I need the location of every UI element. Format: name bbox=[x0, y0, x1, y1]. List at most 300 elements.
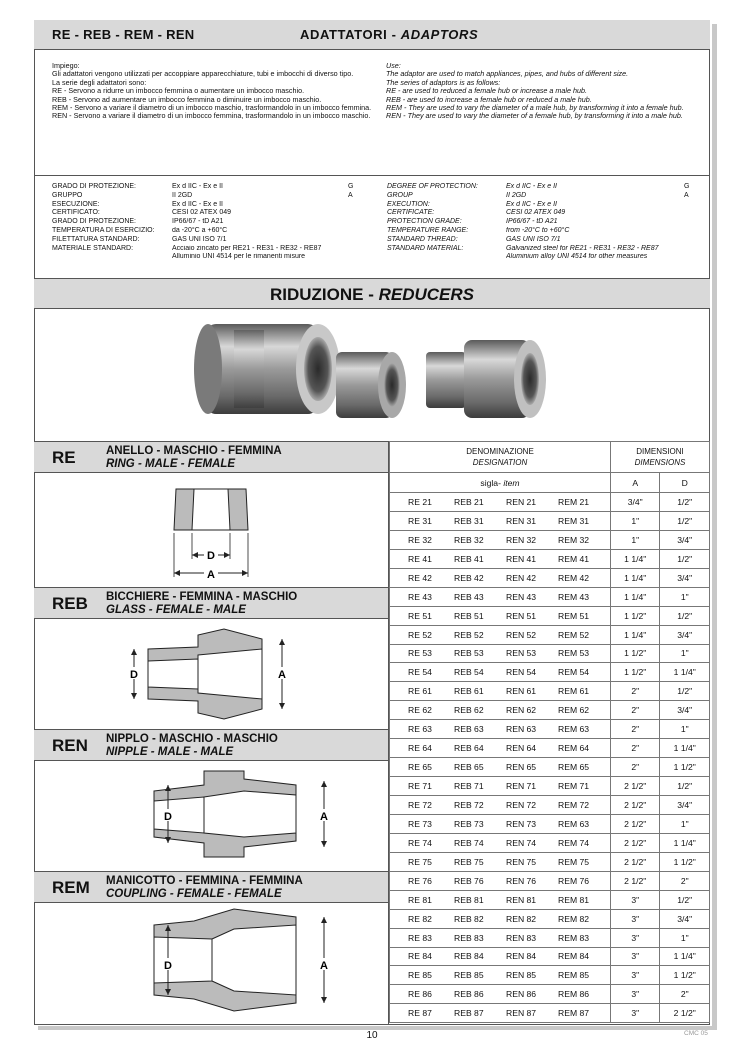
designation-cell bbox=[390, 663, 611, 682]
separator bbox=[34, 175, 710, 176]
spec-it-k: TEMPERATURA DI ESERCIZIO: bbox=[52, 226, 155, 234]
table-row bbox=[390, 568, 710, 587]
spec-en-v: Ex d IIC - Ex e II bbox=[506, 183, 557, 190]
table-row bbox=[390, 644, 710, 663]
usage-it-line: La serie degli adattatori sono: bbox=[52, 77, 147, 87]
designation-header-en: DESIGNATION bbox=[472, 458, 528, 467]
code-re: RE 85 bbox=[408, 970, 432, 981]
designation-cell bbox=[390, 739, 611, 758]
footer-code: CMC 05 bbox=[684, 1030, 708, 1037]
code-re: RE 43 bbox=[408, 591, 432, 602]
code-reb: REB 64 bbox=[454, 743, 484, 754]
table-row bbox=[390, 549, 710, 568]
code-reb: REB 53 bbox=[454, 648, 484, 659]
code-rem: REM 62 bbox=[558, 705, 590, 716]
dim-d-cell: 3/4" bbox=[660, 701, 710, 720]
code-rem: REM 43 bbox=[558, 591, 590, 602]
code-rem: REM 76 bbox=[558, 875, 590, 886]
code-re: RE 31 bbox=[408, 515, 432, 526]
table-row bbox=[390, 928, 710, 947]
dim-d-cell: 1/2" bbox=[660, 777, 710, 796]
code-reb: REB 73 bbox=[454, 818, 484, 829]
spec-en-g: A bbox=[684, 191, 689, 199]
code-ren: REN 54 bbox=[506, 667, 537, 678]
page-number: 10 bbox=[366, 1030, 378, 1041]
dim-d-cell: 3/4" bbox=[660, 796, 710, 815]
dim-a-cell: 3/4" bbox=[611, 493, 660, 512]
spec-en-k: TEMPERATURE RANGE: bbox=[387, 226, 469, 234]
usage-it-line: REB - Servono ad aumentare un imbocco femmina o diminuire un imbocco maschio. bbox=[52, 94, 322, 104]
code-ren: REN 64 bbox=[506, 743, 537, 754]
spec-it-v: CESI 02 ATEX 049 bbox=[172, 209, 232, 217]
dim-a-cell: 1 1/4" bbox=[611, 625, 660, 644]
usage-en bbox=[386, 62, 704, 121]
spec-en-values bbox=[506, 183, 678, 262]
code-ren: REN 62 bbox=[506, 705, 537, 716]
code-ren: REN 83 bbox=[506, 932, 537, 943]
code-reb: REB 51 bbox=[454, 610, 484, 621]
table-row bbox=[390, 625, 710, 644]
spec-it-v: Ex d IIC - Ex e II bbox=[172, 183, 223, 190]
code-re: RE 63 bbox=[408, 724, 432, 735]
code-reb: REB 42 bbox=[454, 572, 484, 583]
reducers-title-band bbox=[34, 278, 710, 309]
dim-a-cell: 1 1/2" bbox=[611, 644, 660, 663]
designation-cell bbox=[390, 985, 611, 1004]
designation-cell bbox=[390, 682, 611, 701]
spec-en-v: Ex d IIC - Ex e II bbox=[506, 200, 557, 208]
code-rem: REM 63 bbox=[558, 818, 590, 829]
code-rem: REM 32 bbox=[558, 534, 590, 545]
header-codes: RE - REB - REM - REN bbox=[52, 27, 195, 42]
designation-cell bbox=[390, 758, 611, 777]
dim-a-cell: 1 1/2" bbox=[611, 606, 660, 625]
dim-d-cell: 2" bbox=[660, 985, 710, 1004]
code-rem: REM 71 bbox=[558, 781, 590, 792]
code-re: RE 65 bbox=[408, 762, 432, 773]
code-ren: REN 31 bbox=[506, 515, 537, 526]
drawing-reb-a-label: A bbox=[278, 669, 286, 681]
code-re: RE 54 bbox=[408, 667, 432, 678]
dim-d-cell: 2" bbox=[660, 871, 710, 890]
designation-cell bbox=[390, 587, 611, 606]
usage-en-line: REB - are used to increase a female hub or reduced a male hub. bbox=[386, 94, 592, 104]
code-reb: REB 85 bbox=[454, 970, 484, 981]
dim-a-cell: 1 1/4" bbox=[611, 568, 660, 587]
section-reb-header bbox=[34, 587, 388, 619]
nipple-photo bbox=[426, 340, 546, 418]
code-rem: REM 42 bbox=[558, 572, 590, 583]
dim-a-cell: 1 1/2" bbox=[611, 663, 660, 682]
code-reb: REB 43 bbox=[454, 591, 484, 602]
code-ren: REN 74 bbox=[506, 837, 537, 848]
code-reb: REB 52 bbox=[454, 629, 484, 640]
code-rem: REM 41 bbox=[558, 553, 590, 564]
dim-d-cell: 1" bbox=[660, 644, 710, 663]
code-re: RE 53 bbox=[408, 648, 432, 659]
usage-it bbox=[52, 62, 372, 121]
code-rem: REM 84 bbox=[558, 951, 590, 962]
reducers-title-it: RIDUZIONE bbox=[269, 285, 364, 304]
dimensions-header-en: DIMENSIONS bbox=[634, 458, 686, 467]
spec-en-v: II 2GD bbox=[506, 191, 527, 199]
spec-en-v: GAS UNI ISO 7/1 bbox=[506, 235, 561, 243]
designation-cell bbox=[390, 568, 611, 587]
code-ren: REN 65 bbox=[506, 762, 537, 773]
designation-cell bbox=[390, 928, 611, 947]
code-re: RE 84 bbox=[408, 951, 432, 962]
dim-a-cell: 3" bbox=[611, 928, 660, 947]
spec-en-k: GROUP bbox=[387, 191, 413, 199]
dim-d-cell: 1/2" bbox=[660, 682, 710, 701]
code-rem: REM 87 bbox=[558, 1008, 590, 1019]
code-ren: REN 85 bbox=[506, 970, 537, 981]
designation-cell bbox=[390, 947, 611, 966]
drawing-ren bbox=[34, 761, 388, 871]
code-ren: REN 73 bbox=[506, 818, 537, 829]
code-reb: REB 21 bbox=[454, 496, 484, 507]
usage-it-line: REM - Servono a variare il diametro di un imbocco maschio, trasformandolo in un imbocco femmina. bbox=[52, 103, 372, 113]
dimensions-header-it: DIMENSIONI bbox=[636, 447, 684, 456]
designation-cell bbox=[390, 493, 611, 512]
code-rem: REM 82 bbox=[558, 913, 590, 924]
drawing-re-d-label: D bbox=[207, 550, 215, 562]
code-ren: REN 72 bbox=[506, 799, 537, 810]
code-reb: REB 41 bbox=[454, 553, 484, 564]
section-reb-it: BICCHIERE - FEMMINA - MASCHIO bbox=[106, 591, 298, 603]
col-a-header: A bbox=[611, 473, 660, 493]
table-row bbox=[390, 720, 710, 739]
code-rem: REM 21 bbox=[558, 496, 590, 507]
designation-cell bbox=[390, 871, 611, 890]
table-row bbox=[390, 947, 710, 966]
coupling-photo bbox=[194, 324, 340, 414]
code-re: RE 21 bbox=[408, 496, 432, 507]
dim-d-cell: 1 1/2" bbox=[660, 966, 710, 985]
code-rem: REM 72 bbox=[558, 799, 590, 810]
dim-d-cell: 1" bbox=[660, 587, 710, 606]
table-row bbox=[390, 852, 710, 871]
code-rem: REM 65 bbox=[558, 762, 590, 773]
designation-cell bbox=[390, 814, 611, 833]
code-ren: REN 82 bbox=[506, 913, 537, 924]
table-row bbox=[390, 871, 710, 890]
table-row bbox=[390, 796, 710, 815]
code-re: RE 62 bbox=[408, 705, 432, 716]
header-title-it: ADATTATORI bbox=[300, 27, 388, 42]
dim-d-cell: 1 1/4" bbox=[660, 663, 710, 682]
dim-d-cell: 1/2" bbox=[660, 890, 710, 909]
spec-en-k: DEGREE OF PROTECTION: bbox=[387, 183, 478, 190]
spec-it-v: Ex d IIC - Ex e II bbox=[172, 200, 223, 208]
dim-d-cell: 3/4" bbox=[660, 909, 710, 928]
dim-d-cell: 1/2" bbox=[660, 606, 710, 625]
designation-cell bbox=[390, 796, 611, 815]
code-re: RE 83 bbox=[408, 932, 432, 943]
dim-d-cell: 1/2" bbox=[660, 493, 710, 512]
spec-it-k: GRUPPO bbox=[52, 191, 83, 199]
spec-en-g: G bbox=[684, 183, 690, 190]
code-re: RE 82 bbox=[408, 913, 432, 924]
dim-d-cell: 1 1/4" bbox=[660, 833, 710, 852]
dim-d-cell: 1 1/2" bbox=[660, 758, 710, 777]
code-re: RE 76 bbox=[408, 875, 432, 886]
designation-cell bbox=[390, 1004, 611, 1023]
spec-en-k: EXECUTION: bbox=[387, 200, 430, 208]
designation-cell bbox=[390, 966, 611, 985]
usage-en-line: The series of adaptors is as follows: bbox=[386, 77, 501, 87]
table-row bbox=[390, 701, 710, 720]
section-re-header bbox=[34, 441, 388, 473]
section-reb-en: GLASS - FEMALE - MALE bbox=[106, 604, 246, 616]
code-reb: REB 62 bbox=[454, 705, 484, 716]
spec-it-v: Acciaio zincato per RE21 - RE31 - RE32 - RE87 bbox=[172, 244, 322, 252]
spec-it-k: CERTIFICATO: bbox=[52, 209, 100, 217]
code-re: RE 52 bbox=[408, 629, 432, 640]
table-row bbox=[390, 777, 710, 796]
reducers-title-en: REDUCERS bbox=[378, 285, 474, 304]
spec-en-v: from -20°C to +60°C bbox=[506, 226, 570, 234]
dim-a-cell: 2 1/2" bbox=[611, 871, 660, 890]
reducers-title-sep: - bbox=[363, 285, 379, 304]
usage-en-line: RE - are used to reduced a female hub or increase a male hub. bbox=[386, 86, 587, 96]
designation-cell bbox=[390, 625, 611, 644]
spec-en-keys bbox=[387, 183, 505, 253]
code-rem: REM 53 bbox=[558, 648, 590, 659]
code-reb: REB 61 bbox=[454, 686, 484, 697]
code-rem: REM 51 bbox=[558, 610, 590, 621]
code-ren: REN 75 bbox=[506, 856, 537, 867]
code-ren: REN 61 bbox=[506, 686, 537, 697]
spec-it-values bbox=[172, 183, 340, 262]
code-re: RE 61 bbox=[408, 686, 432, 697]
table-header-row bbox=[390, 442, 710, 473]
section-re-en: RING - MALE - FEMALE bbox=[106, 458, 236, 470]
spec-it-v: IP66/67 - tD A21 bbox=[172, 218, 224, 226]
designation-cell bbox=[390, 833, 611, 852]
drawing-ren-a-label: A bbox=[320, 811, 328, 823]
code-rem: REM 83 bbox=[558, 932, 590, 943]
code-re: RE 42 bbox=[408, 572, 432, 583]
code-rem: REM 75 bbox=[558, 856, 590, 867]
code-reb: REB 81 bbox=[454, 894, 484, 905]
spec-en-v: Aluminium alloy UNI 4514 for other measures bbox=[506, 253, 648, 261]
table-row bbox=[390, 530, 710, 549]
dim-d-cell: 1/2" bbox=[660, 511, 710, 530]
dim-a-cell: 3" bbox=[611, 1004, 660, 1023]
designation-header-it: DENOMINAZIONE bbox=[466, 447, 534, 456]
usage-it-line: RE - Servono a ridurre un imbocco femmina o aumentare un imbocco maschio. bbox=[52, 86, 305, 96]
designation-cell bbox=[390, 852, 611, 871]
spec-it-k: GRADO DI PROTEZIONE: bbox=[52, 218, 137, 226]
section-reb-code: REB bbox=[52, 594, 88, 613]
dim-a-cell: 3" bbox=[611, 890, 660, 909]
code-re: RE 41 bbox=[408, 553, 432, 564]
dim-d-cell: 1 1/2" bbox=[660, 852, 710, 871]
code-re: RE 71 bbox=[408, 781, 432, 792]
spec-en-k: STANDARD MATERIAL: bbox=[387, 244, 464, 252]
spec-it-v: da -20°C a +60°C bbox=[172, 226, 228, 234]
spec-it-v: Alluminio UNI 4514 per le rimanenti misure bbox=[172, 253, 306, 261]
code-rem: REM 52 bbox=[558, 629, 590, 640]
designation-cell bbox=[390, 644, 611, 663]
dim-a-cell: 1" bbox=[611, 530, 660, 549]
code-re: RE 87 bbox=[408, 1008, 432, 1019]
dimensions-table bbox=[389, 441, 710, 1023]
drawing-reb-d-label: D bbox=[130, 669, 138, 681]
table-row bbox=[390, 606, 710, 625]
code-reb: REB 32 bbox=[454, 534, 484, 545]
header-title-sep: - bbox=[387, 27, 401, 42]
code-ren: REN 86 bbox=[506, 989, 537, 1000]
usage-en-line: REN - They are used to vary the diameter of a female hub, by transforming it into a male hub. bbox=[386, 111, 683, 121]
table-row bbox=[390, 909, 710, 928]
dim-a-cell: 2 1/2" bbox=[611, 833, 660, 852]
section-rem-code: REM bbox=[52, 878, 90, 897]
drawing-ren-d-label: D bbox=[164, 811, 172, 823]
table-row bbox=[390, 985, 710, 1004]
spec-it-k: GRADO DI PROTEZIONE: bbox=[52, 183, 137, 190]
dim-d-cell: 1 1/4" bbox=[660, 739, 710, 758]
code-reb: REB 72 bbox=[454, 799, 484, 810]
dim-a-cell: 2 1/2" bbox=[611, 796, 660, 815]
table-row bbox=[390, 1004, 710, 1023]
code-rem: REM 81 bbox=[558, 894, 590, 905]
section-rem-en: COUPLING - FEMALE - FEMALE bbox=[106, 888, 282, 900]
code-reb: REB 31 bbox=[454, 515, 484, 526]
table-row bbox=[390, 663, 710, 682]
dim-d-cell: 3/4" bbox=[660, 625, 710, 644]
code-re: RE 75 bbox=[408, 856, 432, 867]
drawing-rem-a-label: A bbox=[320, 960, 328, 972]
code-ren: REN 63 bbox=[506, 724, 537, 735]
dim-a-cell: 2" bbox=[611, 758, 660, 777]
spec-en-v: IP66/67 - tD A21 bbox=[506, 218, 558, 226]
code-ren: REN 41 bbox=[506, 553, 537, 564]
code-reb: REB 87 bbox=[454, 1008, 484, 1019]
designation-cell bbox=[390, 777, 611, 796]
product-photo bbox=[34, 310, 710, 441]
spec-it-k: FILETTATURA STANDARD: bbox=[52, 235, 140, 243]
spec-it-k: MATERIALE STANDARD: bbox=[52, 244, 134, 252]
code-re: RE 73 bbox=[408, 818, 432, 829]
dim-a-cell: 1 1/4" bbox=[611, 549, 660, 568]
code-rem: REM 61 bbox=[558, 686, 590, 697]
dim-a-cell: 1 1/4" bbox=[611, 587, 660, 606]
table-row bbox=[390, 682, 710, 701]
code-ren: REN 32 bbox=[506, 534, 537, 545]
designation-cell bbox=[390, 890, 611, 909]
spec-en-k: PROTECTION GRADE: bbox=[387, 218, 462, 226]
table-row bbox=[390, 966, 710, 985]
code-ren: REN 87 bbox=[506, 1008, 537, 1019]
section-rem-header bbox=[34, 871, 388, 903]
sigla-header: sigla- item bbox=[390, 473, 611, 493]
dim-d-cell: 1" bbox=[660, 928, 710, 947]
designation-cell bbox=[390, 720, 611, 739]
designation-cell bbox=[390, 511, 611, 530]
sigla-header-en: item bbox=[503, 477, 520, 488]
spec-it-keys bbox=[52, 183, 170, 253]
table-row bbox=[390, 758, 710, 777]
code-reb: REB 86 bbox=[454, 989, 484, 1000]
header-title-en: ADAPTORS bbox=[400, 27, 479, 42]
table-subheader-row bbox=[390, 473, 710, 493]
dim-d-cell: 3/4" bbox=[660, 568, 710, 587]
dim-a-cell: 2 1/2" bbox=[611, 852, 660, 871]
usage-it-line: REN - Servono a variare il diametro di un imbocco femmina, trasformandolo in un imbocco maschio. bbox=[52, 111, 371, 121]
section-ren-code: REN bbox=[52, 736, 88, 755]
code-ren: REN 52 bbox=[506, 629, 537, 640]
usage-it-line: Impiego: bbox=[52, 61, 80, 70]
code-ren: REN 76 bbox=[506, 875, 537, 886]
designation-cell bbox=[390, 701, 611, 720]
designation-cell bbox=[390, 530, 611, 549]
code-reb: REB 84 bbox=[454, 951, 484, 962]
drawing-re bbox=[34, 473, 388, 587]
drawing-rem bbox=[34, 903, 388, 1023]
code-ren: REN 43 bbox=[506, 591, 537, 602]
code-re: RE 64 bbox=[408, 743, 432, 754]
spec-en-k: CERTIFICATE: bbox=[387, 209, 435, 217]
spec-it-g: A bbox=[348, 191, 353, 199]
spec-it-k: ESECUZIONE: bbox=[52, 200, 100, 208]
spec-en-grades bbox=[684, 183, 694, 201]
dim-a-cell: 2" bbox=[611, 701, 660, 720]
code-reb: REB 63 bbox=[454, 724, 484, 735]
dim-a-cell: 1" bbox=[611, 511, 660, 530]
spec-it-v: GAS UNI ISO 7/1 bbox=[172, 235, 227, 243]
spec-it-g: G bbox=[348, 183, 354, 190]
code-rem: REM 64 bbox=[558, 743, 590, 754]
dim-a-cell: 2 1/2" bbox=[611, 777, 660, 796]
table-row bbox=[390, 890, 710, 909]
spec-it-grades bbox=[348, 183, 358, 201]
code-ren: REN 53 bbox=[506, 648, 537, 659]
code-ren: REN 81 bbox=[506, 894, 537, 905]
code-ren: REN 51 bbox=[506, 610, 537, 621]
code-ren: REN 21 bbox=[506, 496, 537, 507]
dim-a-cell: 3" bbox=[611, 966, 660, 985]
section-rem-it: MANICOTTO - FEMMINA - FEMMINA bbox=[106, 875, 303, 887]
spec-en-k: STANDARD THREAD: bbox=[387, 235, 458, 243]
usage-en-line: The adaptor are used to match appliances, pipes, and hubs of different size. bbox=[386, 69, 629, 79]
dim-d-cell: 1 1/4" bbox=[660, 947, 710, 966]
usage-it-line: Gli adattatori vengono utilizzati per accoppiare apparecchiature, tubi e imbocchi di diverso tipo. bbox=[52, 69, 354, 79]
table-row bbox=[390, 814, 710, 833]
code-reb: REB 74 bbox=[454, 837, 484, 848]
dim-a-cell: 2" bbox=[611, 720, 660, 739]
code-rem: REM 86 bbox=[558, 989, 590, 1000]
sigla-header-it: sigla bbox=[480, 477, 499, 488]
designation-header bbox=[390, 442, 611, 473]
dim-d-cell: 1" bbox=[660, 814, 710, 833]
code-ren: REN 42 bbox=[506, 572, 537, 583]
designation-cell bbox=[390, 549, 611, 568]
section-re-code: RE bbox=[52, 448, 76, 467]
drawing-reb bbox=[34, 619, 388, 729]
dim-d-cell: 3/4" bbox=[660, 530, 710, 549]
code-reb: REB 54 bbox=[454, 667, 484, 678]
code-ren: REN 71 bbox=[506, 781, 537, 792]
col-d-header: D bbox=[660, 473, 710, 493]
code-rem: REM 85 bbox=[558, 970, 590, 981]
dim-d-cell: 2 1/2" bbox=[660, 1004, 710, 1023]
dimensions-header bbox=[611, 442, 710, 473]
designation-cell bbox=[390, 606, 611, 625]
spec-en-v: Galvanized steel for RE21 - RE31 - RE32 - RE87 bbox=[506, 244, 659, 252]
code-re: RE 72 bbox=[408, 799, 432, 810]
